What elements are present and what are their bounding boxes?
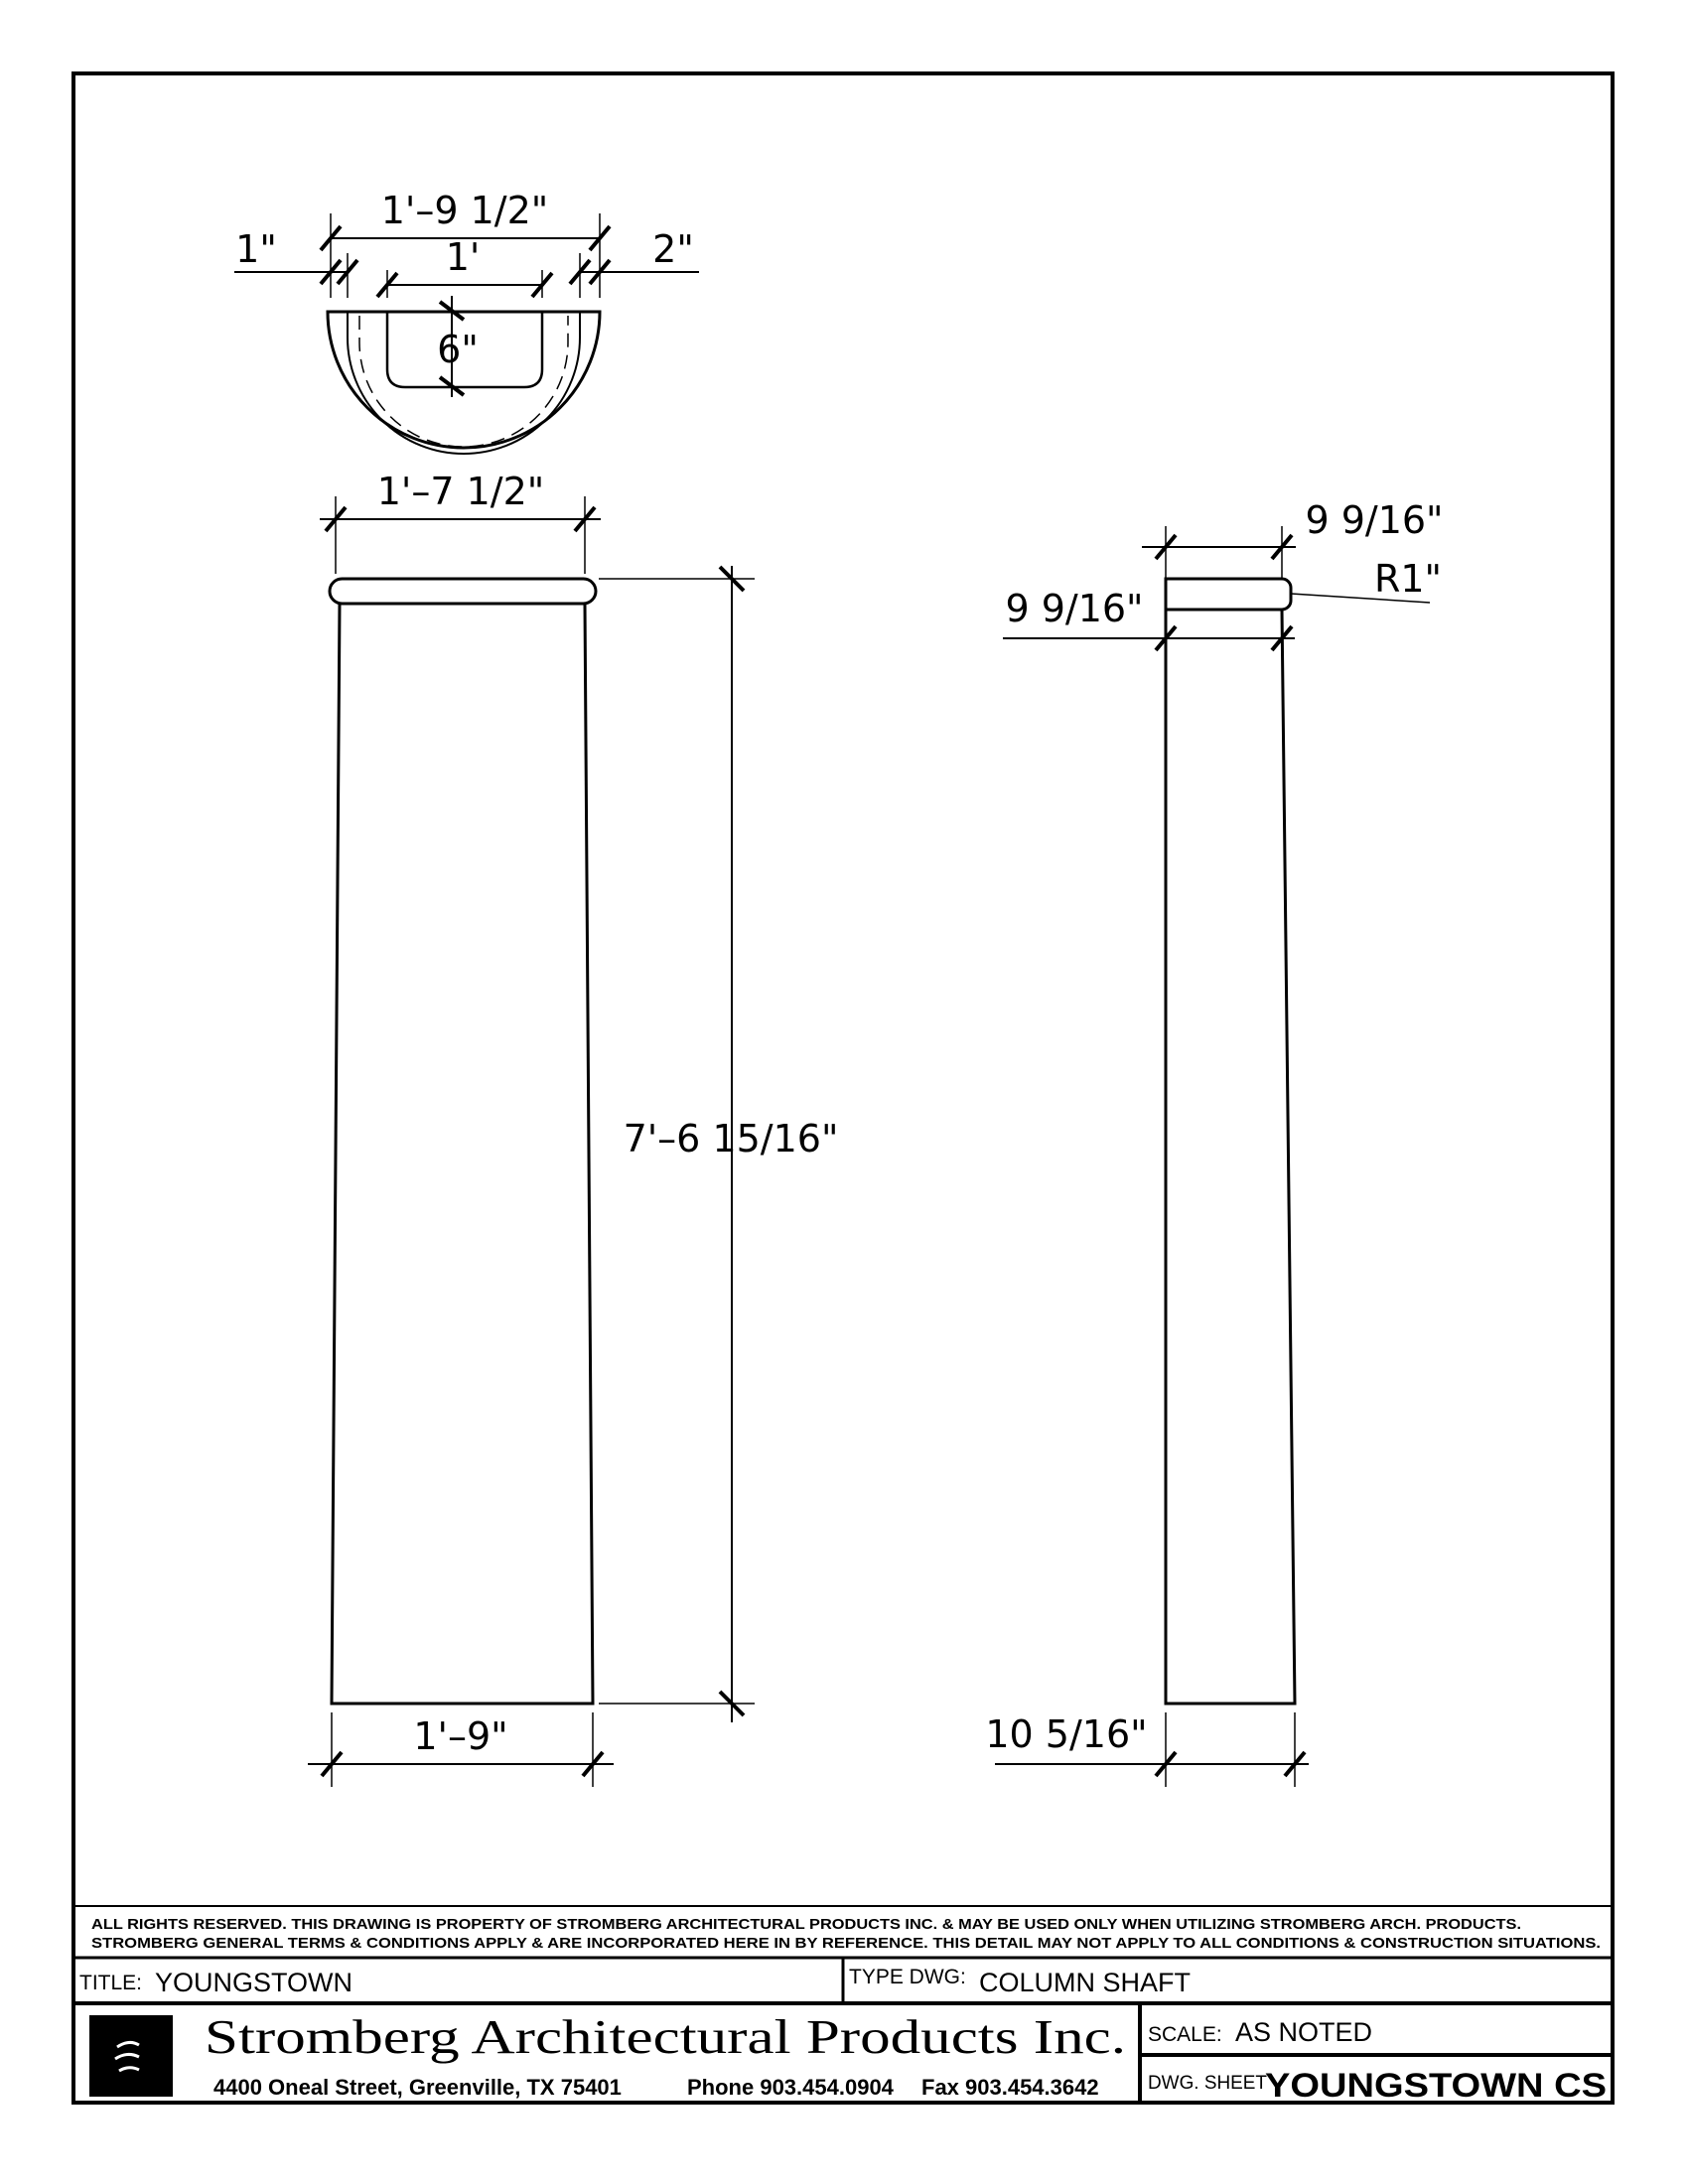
company-address: 4400 Oneal Street, Greenville, TX 75401 xyxy=(213,2075,622,2100)
title-label: TITLE: xyxy=(79,1972,143,1994)
dim-right-thickness: 2" xyxy=(652,227,694,271)
sheet-value: YOUNGSTOWN CS xyxy=(1265,2067,1607,2105)
dim-bottom-width: 1'–9" xyxy=(413,1714,508,1758)
dim-side-top-width: 9 9/16" xyxy=(1305,498,1444,542)
dim-overall-width: 1'–9 1/2" xyxy=(380,189,549,232)
dim-height: 7'–6 15/16" xyxy=(623,1117,839,1160)
title-block xyxy=(73,1906,1613,2105)
dim-cap-height: 9 9/16" xyxy=(1005,587,1144,630)
front-elevation xyxy=(308,470,838,1787)
title-value: YOUNGSTOWN xyxy=(155,1968,353,1997)
section-view xyxy=(234,189,699,454)
type-value: COLUMN SHAFT xyxy=(979,1968,1192,1997)
shaft-capital-band xyxy=(330,579,596,604)
dim-side-bottom-width: 10 5/16" xyxy=(985,1712,1148,1756)
dim-left-thickness: 1" xyxy=(235,227,277,271)
scale-label: SCALE: xyxy=(1148,2023,1222,2046)
sheet-label: DWG. SHEET xyxy=(1148,2073,1268,2094)
scale-value: AS NOTED xyxy=(1235,2017,1373,2047)
sheet-border xyxy=(73,73,1613,2103)
rights-notice-line-2: STROMBERG GENERAL TERMS & CONDITIONS APPLY & ARE INCORPORATED HERE IN BY REFERENCE. THIS DETAIL MAY NOT APPLY TO ALL CONDITIONS & CONSTRUCTION SITUATIONS. xyxy=(91,1935,1601,1952)
company-fax: Fax 903.454.3642 xyxy=(921,2075,1099,2100)
side-cap-outline xyxy=(1166,579,1291,638)
side-shaft-outline xyxy=(1166,610,1295,1704)
dim-inner-width: 1' xyxy=(445,235,481,279)
shaft-outline xyxy=(332,604,593,1704)
dim-top-width: 1'–7 1/2" xyxy=(376,470,545,513)
dim-radius: R1" xyxy=(1373,557,1443,601)
dim-channel-depth: 6" xyxy=(437,328,479,371)
company-name: Stromberg Architectural Products Inc. xyxy=(205,2009,1126,2064)
side-elevation xyxy=(985,498,1443,1787)
company-phone: Phone 903.454.0904 xyxy=(687,2075,894,2100)
rights-notice-line-1: ALL RIGHTS RESERVED. THIS DRAWING IS PROPERTY OF STROMBERG ARCHITECTURAL PRODUCTS INC. & MAY BE USED ONLY WHEN UTILIZING STROMBERG ARCH. PRODUCTS. xyxy=(91,1916,1521,1933)
type-label: TYPE DWG: xyxy=(849,1966,966,1988)
